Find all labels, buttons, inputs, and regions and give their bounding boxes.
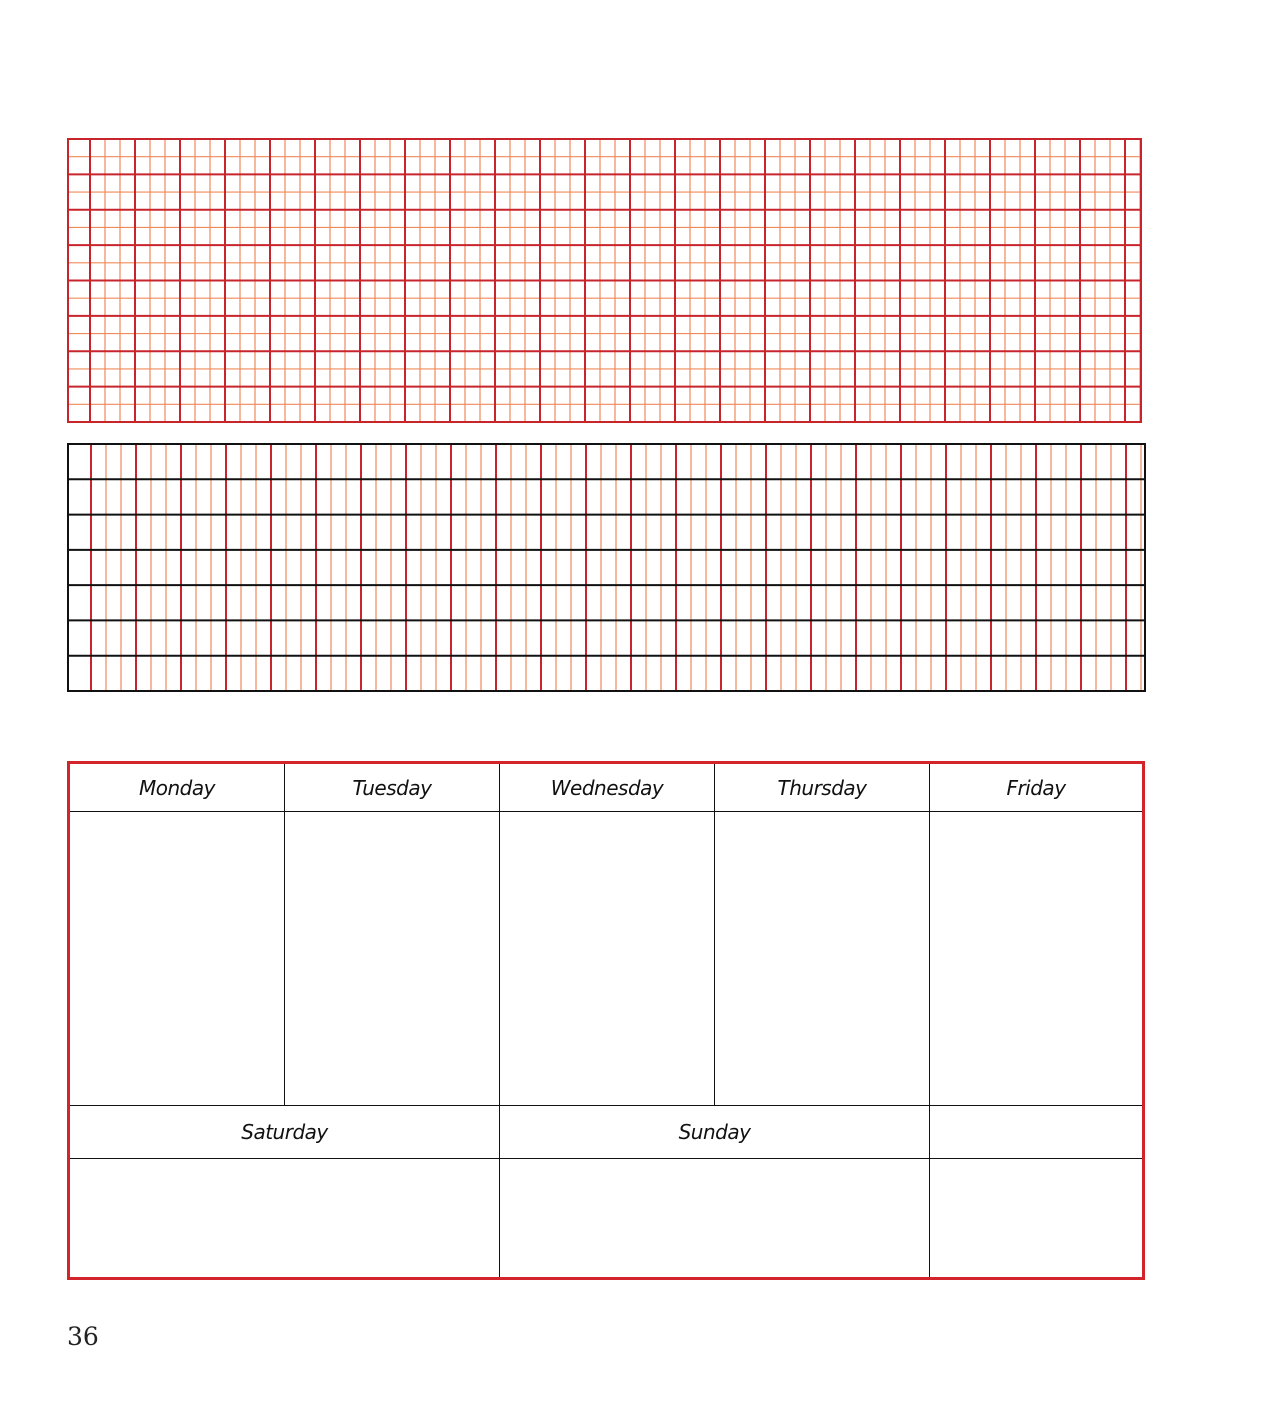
friday-header: Friday	[930, 764, 1142, 812]
weekend-header-row	[70, 1106, 1142, 1159]
saturday-notes	[70, 1159, 500, 1277]
weekly-planner	[67, 761, 1145, 1280]
monday-header: Monday	[70, 764, 285, 812]
practice-grid-black	[67, 443, 1147, 693]
grid-frame	[68, 444, 1145, 691]
weekend-body-row	[70, 1159, 1142, 1277]
thursday-notes	[715, 812, 930, 1106]
thursday-header: Thursday	[715, 764, 930, 812]
weekday-body-row	[70, 812, 1142, 1106]
extra-notes	[930, 1159, 1142, 1277]
monday-notes	[70, 812, 285, 1106]
extra-header	[930, 1106, 1142, 1159]
tuesday-notes	[285, 812, 500, 1106]
tuesday-header: Tuesday	[285, 764, 500, 812]
page-number: 36	[67, 1322, 99, 1351]
weekday-header-row	[70, 764, 1142, 812]
wednesday-header: Wednesday	[500, 764, 715, 812]
sunday-notes	[500, 1159, 930, 1277]
wednesday-notes	[500, 812, 715, 1106]
sunday-header: Sunday	[500, 1106, 930, 1159]
saturday-header: Saturday	[70, 1106, 500, 1159]
practice-grid-red	[67, 138, 1142, 423]
friday-notes	[930, 812, 1142, 1106]
